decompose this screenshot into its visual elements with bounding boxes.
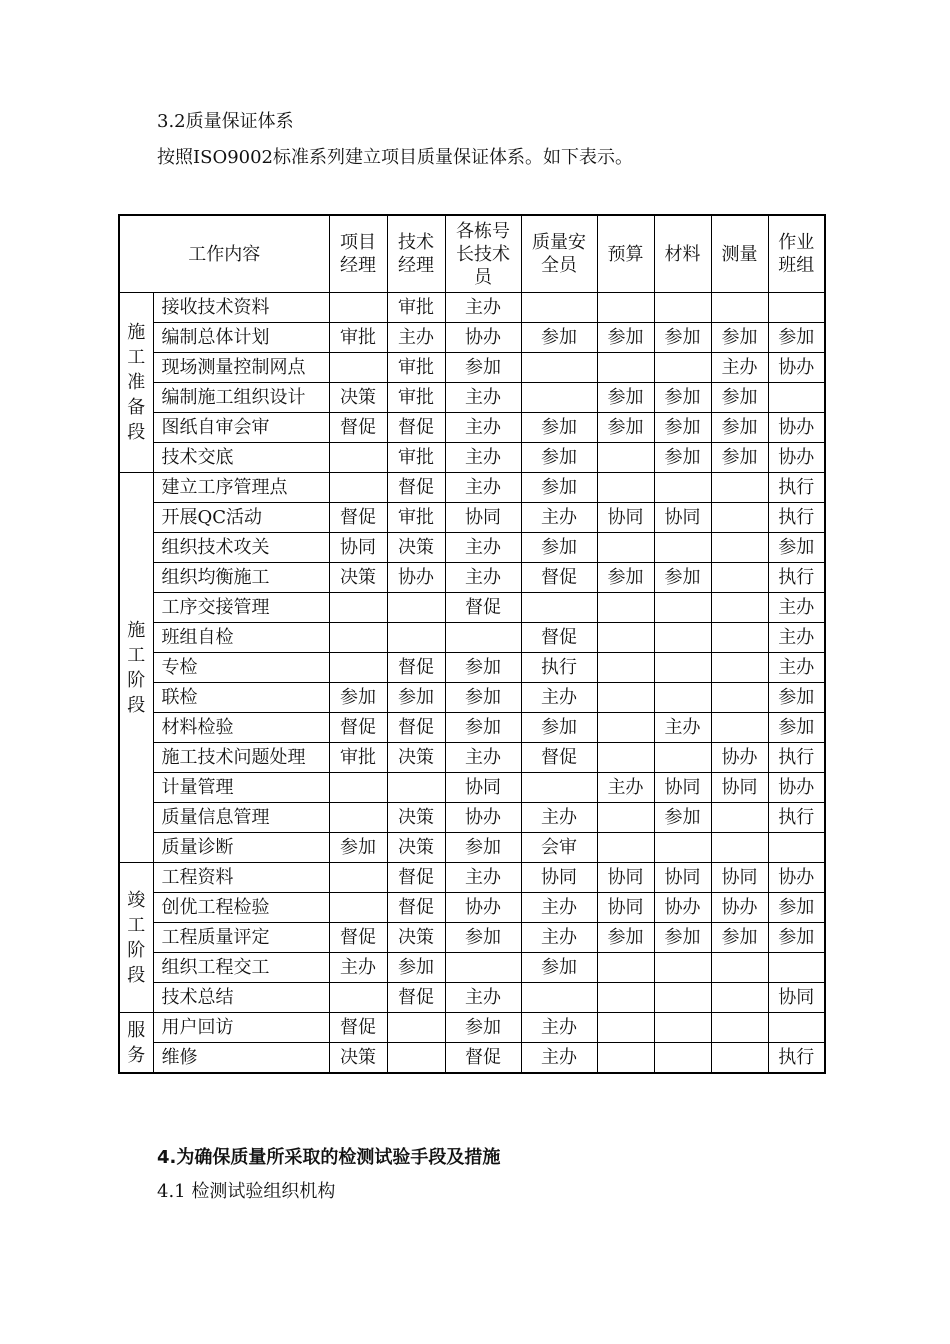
role-cell: 参加 bbox=[445, 1013, 521, 1043]
role-cell: 参加 bbox=[654, 323, 711, 353]
role-cell bbox=[329, 803, 387, 833]
role-cell bbox=[768, 383, 825, 413]
role-cell bbox=[597, 533, 654, 563]
task-name: 专检 bbox=[153, 653, 329, 683]
role-cell: 主办 bbox=[445, 863, 521, 893]
role-cell: 执行 bbox=[768, 563, 825, 593]
role-cell: 主办 bbox=[445, 293, 521, 323]
role-cell: 审批 bbox=[387, 383, 445, 413]
task-name: 用户回访 bbox=[153, 1013, 329, 1043]
table-row bbox=[119, 923, 825, 953]
role-cell bbox=[329, 443, 387, 473]
role-cell: 参加 bbox=[711, 383, 768, 413]
role-cell: 参加 bbox=[387, 953, 445, 983]
role-cell: 协办 bbox=[768, 773, 825, 803]
role-cell: 决策 bbox=[387, 923, 445, 953]
role-cell: 参加 bbox=[445, 353, 521, 383]
phase-label-complete: 竣 工 阶 段 bbox=[119, 863, 153, 1013]
role-cell: 协同 bbox=[597, 863, 654, 893]
role-cell: 参加 bbox=[597, 383, 654, 413]
role-cell: 参加 bbox=[521, 443, 597, 473]
role-cell bbox=[387, 773, 445, 803]
role-cell bbox=[711, 803, 768, 833]
header-building-technician: 各栋号 长技术 员 bbox=[445, 215, 521, 293]
role-cell bbox=[329, 353, 387, 383]
header-quality-safety-officer: 质量安 全员 bbox=[521, 215, 597, 293]
task-name: 组织均衡施工 bbox=[153, 563, 329, 593]
role-cell: 协同 bbox=[654, 503, 711, 533]
role-cell: 执行 bbox=[768, 473, 825, 503]
role-cell bbox=[597, 443, 654, 473]
section-title: 3.2质量保证体系 bbox=[157, 111, 294, 132]
table-row bbox=[119, 503, 825, 533]
role-cell bbox=[445, 623, 521, 653]
role-cell: 决策 bbox=[387, 833, 445, 863]
table-row bbox=[119, 593, 825, 623]
role-cell bbox=[654, 833, 711, 863]
role-cell bbox=[711, 533, 768, 563]
role-cell: 参加 bbox=[329, 833, 387, 863]
role-cell: 协办 bbox=[711, 743, 768, 773]
role-cell: 执行 bbox=[768, 1043, 825, 1074]
role-cell bbox=[654, 653, 711, 683]
role-cell: 协同 bbox=[597, 503, 654, 533]
role-cell: 参加 bbox=[597, 923, 654, 953]
role-cell bbox=[654, 743, 711, 773]
role-cell bbox=[768, 293, 825, 323]
role-cell: 参加 bbox=[768, 923, 825, 953]
task-name: 维修 bbox=[153, 1043, 329, 1074]
role-cell bbox=[654, 293, 711, 323]
task-name: 现场测量控制网点 bbox=[153, 353, 329, 383]
role-cell bbox=[329, 473, 387, 503]
role-cell: 督促 bbox=[387, 653, 445, 683]
task-name: 建立工序管理点 bbox=[153, 473, 329, 503]
table-row bbox=[119, 413, 825, 443]
role-cell bbox=[654, 533, 711, 563]
role-cell bbox=[597, 593, 654, 623]
role-cell: 决策 bbox=[387, 803, 445, 833]
role-cell bbox=[654, 593, 711, 623]
table-row bbox=[119, 743, 825, 773]
role-cell bbox=[711, 1013, 768, 1043]
role-cell: 督促 bbox=[445, 1043, 521, 1074]
table-row bbox=[119, 623, 825, 653]
role-cell: 参加 bbox=[445, 923, 521, 953]
role-cell bbox=[521, 773, 597, 803]
role-cell: 参加 bbox=[711, 413, 768, 443]
task-name: 工程资料 bbox=[153, 863, 329, 893]
role-cell: 参加 bbox=[711, 443, 768, 473]
role-cell bbox=[711, 833, 768, 863]
header-technical-manager: 技术 经理 bbox=[387, 215, 445, 293]
role-cell: 协办 bbox=[768, 413, 825, 443]
role-cell: 参加 bbox=[654, 383, 711, 413]
role-cell: 协办 bbox=[445, 323, 521, 353]
role-cell bbox=[597, 293, 654, 323]
role-cell: 督促 bbox=[387, 473, 445, 503]
role-cell: 协办 bbox=[768, 353, 825, 383]
role-cell: 主办 bbox=[445, 383, 521, 413]
role-cell: 主办 bbox=[445, 533, 521, 563]
task-name: 联检 bbox=[153, 683, 329, 713]
role-cell: 参加 bbox=[654, 563, 711, 593]
role-cell bbox=[521, 983, 597, 1013]
role-cell: 主办 bbox=[768, 593, 825, 623]
role-cell bbox=[654, 1013, 711, 1043]
role-cell: 协办 bbox=[445, 803, 521, 833]
role-cell: 主办 bbox=[521, 1013, 597, 1043]
table-row bbox=[119, 473, 825, 503]
role-cell bbox=[329, 593, 387, 623]
role-cell: 参加 bbox=[445, 653, 521, 683]
role-cell bbox=[597, 473, 654, 503]
task-name: 计量管理 bbox=[153, 773, 329, 803]
role-cell: 参加 bbox=[521, 953, 597, 983]
role-cell bbox=[329, 983, 387, 1013]
table-row bbox=[119, 893, 825, 923]
table-row bbox=[119, 773, 825, 803]
role-cell: 主办 bbox=[768, 623, 825, 653]
task-name: 工序交接管理 bbox=[153, 593, 329, 623]
table-row bbox=[119, 953, 825, 983]
role-cell: 主办 bbox=[521, 683, 597, 713]
role-cell: 协同 bbox=[597, 893, 654, 923]
task-name: 接收技术资料 bbox=[153, 293, 329, 323]
role-cell: 协同 bbox=[711, 863, 768, 893]
role-cell bbox=[387, 1043, 445, 1074]
role-cell: 参加 bbox=[521, 533, 597, 563]
role-cell bbox=[329, 653, 387, 683]
table-row bbox=[119, 323, 825, 353]
table-row bbox=[119, 533, 825, 563]
table-row bbox=[119, 983, 825, 1013]
header-materials: 材料 bbox=[654, 215, 711, 293]
role-cell: 审批 bbox=[387, 443, 445, 473]
role-cell bbox=[597, 683, 654, 713]
role-cell bbox=[711, 563, 768, 593]
role-cell: 决策 bbox=[329, 563, 387, 593]
task-name: 材料检验 bbox=[153, 713, 329, 743]
role-cell: 执行 bbox=[768, 743, 825, 773]
role-cell bbox=[711, 983, 768, 1013]
role-cell: 主办 bbox=[521, 503, 597, 533]
role-cell bbox=[654, 623, 711, 653]
role-cell: 督促 bbox=[329, 1013, 387, 1043]
role-cell bbox=[387, 593, 445, 623]
role-cell: 参加 bbox=[597, 563, 654, 593]
role-cell: 执行 bbox=[768, 503, 825, 533]
intro-text: 按照ISO9002标准系列建立项目质量保证体系。如下表示。 bbox=[157, 147, 634, 168]
role-cell bbox=[654, 1043, 711, 1074]
role-cell: 督促 bbox=[387, 983, 445, 1013]
role-cell: 主办 bbox=[521, 893, 597, 923]
role-cell: 参加 bbox=[597, 413, 654, 443]
role-cell bbox=[711, 713, 768, 743]
table-row bbox=[119, 833, 825, 863]
role-cell: 督促 bbox=[445, 593, 521, 623]
role-cell: 协同 bbox=[711, 773, 768, 803]
role-cell bbox=[597, 623, 654, 653]
role-cell bbox=[711, 683, 768, 713]
role-cell: 决策 bbox=[329, 1043, 387, 1074]
role-cell: 参加 bbox=[521, 713, 597, 743]
role-cell: 主办 bbox=[521, 803, 597, 833]
table-row bbox=[119, 683, 825, 713]
role-cell: 主办 bbox=[387, 323, 445, 353]
role-cell bbox=[768, 1013, 825, 1043]
role-cell: 主办 bbox=[521, 923, 597, 953]
header-survey: 测量 bbox=[711, 215, 768, 293]
role-cell: 协办 bbox=[768, 863, 825, 893]
role-cell: 主办 bbox=[445, 743, 521, 773]
role-cell bbox=[387, 1013, 445, 1043]
table-row bbox=[119, 1043, 825, 1074]
role-cell: 主办 bbox=[445, 563, 521, 593]
role-cell: 督促 bbox=[387, 713, 445, 743]
role-cell bbox=[711, 293, 768, 323]
role-cell bbox=[329, 773, 387, 803]
role-cell: 协办 bbox=[711, 893, 768, 923]
role-cell bbox=[521, 353, 597, 383]
role-cell bbox=[711, 653, 768, 683]
role-cell: 参加 bbox=[521, 323, 597, 353]
role-cell: 参加 bbox=[445, 683, 521, 713]
header-work-content: 工作内容 bbox=[119, 215, 329, 293]
role-cell: 参加 bbox=[711, 923, 768, 953]
role-cell: 主办 bbox=[445, 983, 521, 1013]
role-cell bbox=[597, 833, 654, 863]
role-cell bbox=[654, 683, 711, 713]
table-row bbox=[119, 443, 825, 473]
role-cell: 督促 bbox=[329, 923, 387, 953]
role-cell: 协办 bbox=[768, 443, 825, 473]
role-cell bbox=[597, 983, 654, 1013]
role-cell: 协同 bbox=[445, 503, 521, 533]
role-cell: 决策 bbox=[387, 533, 445, 563]
table-row bbox=[119, 863, 825, 893]
role-cell bbox=[597, 653, 654, 683]
task-name: 图纸自审会审 bbox=[153, 413, 329, 443]
role-cell bbox=[521, 293, 597, 323]
task-name: 施工技术问题处理 bbox=[153, 743, 329, 773]
role-cell: 主办 bbox=[329, 953, 387, 983]
task-name: 班组自检 bbox=[153, 623, 329, 653]
role-cell: 督促 bbox=[329, 713, 387, 743]
role-cell: 审批 bbox=[387, 293, 445, 323]
role-cell: 主办 bbox=[445, 413, 521, 443]
role-cell: 审批 bbox=[387, 353, 445, 383]
table-row bbox=[119, 803, 825, 833]
task-name: 技术交底 bbox=[153, 443, 329, 473]
role-cell bbox=[521, 383, 597, 413]
task-name: 质量信息管理 bbox=[153, 803, 329, 833]
task-name: 编制施工组织设计 bbox=[153, 383, 329, 413]
role-cell: 主办 bbox=[597, 773, 654, 803]
role-cell: 参加 bbox=[768, 713, 825, 743]
task-name: 编制总体计划 bbox=[153, 323, 329, 353]
role-cell bbox=[387, 623, 445, 653]
role-cell: 参加 bbox=[597, 323, 654, 353]
role-cell: 主办 bbox=[654, 713, 711, 743]
role-cell bbox=[329, 863, 387, 893]
header-work-team: 作业 班组 bbox=[768, 215, 825, 293]
role-cell: 参加 bbox=[445, 833, 521, 863]
role-cell: 审批 bbox=[329, 323, 387, 353]
role-cell: 主办 bbox=[445, 473, 521, 503]
table-row bbox=[119, 353, 825, 383]
table-row bbox=[119, 1013, 825, 1043]
table-row bbox=[119, 293, 825, 323]
role-cell: 协办 bbox=[654, 893, 711, 923]
role-cell: 参加 bbox=[768, 323, 825, 353]
role-cell bbox=[711, 503, 768, 533]
table-header-row bbox=[119, 215, 825, 293]
role-cell: 参加 bbox=[654, 923, 711, 953]
role-cell: 主办 bbox=[711, 353, 768, 383]
role-cell bbox=[597, 803, 654, 833]
role-cell bbox=[768, 833, 825, 863]
phase-label-service: 服 务 bbox=[119, 1013, 153, 1074]
role-cell: 参加 bbox=[654, 803, 711, 833]
role-cell: 协同 bbox=[445, 773, 521, 803]
role-cell: 执行 bbox=[768, 803, 825, 833]
role-cell: 参加 bbox=[387, 683, 445, 713]
role-cell: 参加 bbox=[521, 413, 597, 443]
header-project-manager: 项目 经理 bbox=[329, 215, 387, 293]
role-cell: 参加 bbox=[521, 473, 597, 503]
role-cell bbox=[597, 743, 654, 773]
role-cell: 审批 bbox=[387, 503, 445, 533]
role-cell: 协同 bbox=[768, 983, 825, 1013]
role-cell: 主办 bbox=[445, 443, 521, 473]
role-cell: 协同 bbox=[521, 863, 597, 893]
phase-label-prep: 施 工 准 备 段 bbox=[119, 293, 153, 473]
role-cell bbox=[329, 893, 387, 923]
role-cell: 参加 bbox=[654, 413, 711, 443]
role-cell: 督促 bbox=[387, 413, 445, 443]
role-cell bbox=[654, 953, 711, 983]
role-cell: 执行 bbox=[521, 653, 597, 683]
table-row bbox=[119, 383, 825, 413]
role-cell bbox=[711, 623, 768, 653]
role-cell: 会审 bbox=[521, 833, 597, 863]
task-name: 开展QC活动 bbox=[153, 503, 329, 533]
task-name: 组织工程交工 bbox=[153, 953, 329, 983]
role-cell bbox=[329, 623, 387, 653]
role-cell: 参加 bbox=[768, 893, 825, 923]
role-cell: 协同 bbox=[329, 533, 387, 563]
role-cell bbox=[597, 1043, 654, 1074]
role-cell: 参加 bbox=[768, 533, 825, 563]
role-cell: 参加 bbox=[654, 443, 711, 473]
task-name: 组织技术攻关 bbox=[153, 533, 329, 563]
role-cell: 主办 bbox=[521, 1043, 597, 1074]
task-name: 工程质量评定 bbox=[153, 923, 329, 953]
quality-assurance-table bbox=[118, 214, 826, 1074]
task-name: 技术总结 bbox=[153, 983, 329, 1013]
role-cell bbox=[597, 1013, 654, 1043]
role-cell: 督促 bbox=[521, 623, 597, 653]
role-cell: 督促 bbox=[387, 863, 445, 893]
role-cell: 参加 bbox=[329, 683, 387, 713]
role-cell: 参加 bbox=[445, 713, 521, 743]
section-4-1-heading: 4.1 检测试验组织机构 bbox=[157, 1181, 336, 1202]
role-cell bbox=[654, 983, 711, 1013]
task-name: 质量诊断 bbox=[153, 833, 329, 863]
role-cell: 督促 bbox=[521, 743, 597, 773]
role-cell bbox=[768, 953, 825, 983]
role-cell: 督促 bbox=[329, 503, 387, 533]
role-cell: 参加 bbox=[711, 323, 768, 353]
table-row bbox=[119, 653, 825, 683]
phase-label-construct: 施 工 阶 段 bbox=[119, 473, 153, 863]
task-name: 创优工程检验 bbox=[153, 893, 329, 923]
role-cell bbox=[711, 473, 768, 503]
role-cell bbox=[445, 953, 521, 983]
table-row bbox=[119, 713, 825, 743]
role-cell: 审批 bbox=[329, 743, 387, 773]
header-budget: 预算 bbox=[597, 215, 654, 293]
role-cell: 督促 bbox=[521, 563, 597, 593]
role-cell: 协办 bbox=[387, 563, 445, 593]
role-cell bbox=[521, 593, 597, 623]
role-cell: 协办 bbox=[445, 893, 521, 923]
role-cell bbox=[329, 293, 387, 323]
role-cell bbox=[597, 713, 654, 743]
role-cell: 协同 bbox=[654, 773, 711, 803]
role-cell: 决策 bbox=[329, 383, 387, 413]
role-cell bbox=[654, 353, 711, 383]
role-cell: 督促 bbox=[329, 413, 387, 443]
role-cell bbox=[711, 593, 768, 623]
role-cell: 协同 bbox=[654, 863, 711, 893]
role-cell bbox=[597, 953, 654, 983]
section-4-heading: 4.为确保质量所采取的检测试验手段及措施 bbox=[157, 1147, 501, 1168]
role-cell bbox=[711, 953, 768, 983]
role-cell bbox=[711, 1043, 768, 1074]
role-cell: 参加 bbox=[768, 683, 825, 713]
role-cell: 督促 bbox=[387, 893, 445, 923]
role-cell: 主办 bbox=[768, 653, 825, 683]
role-cell: 决策 bbox=[387, 743, 445, 773]
table-row bbox=[119, 563, 825, 593]
role-cell bbox=[597, 353, 654, 383]
role-cell bbox=[654, 473, 711, 503]
